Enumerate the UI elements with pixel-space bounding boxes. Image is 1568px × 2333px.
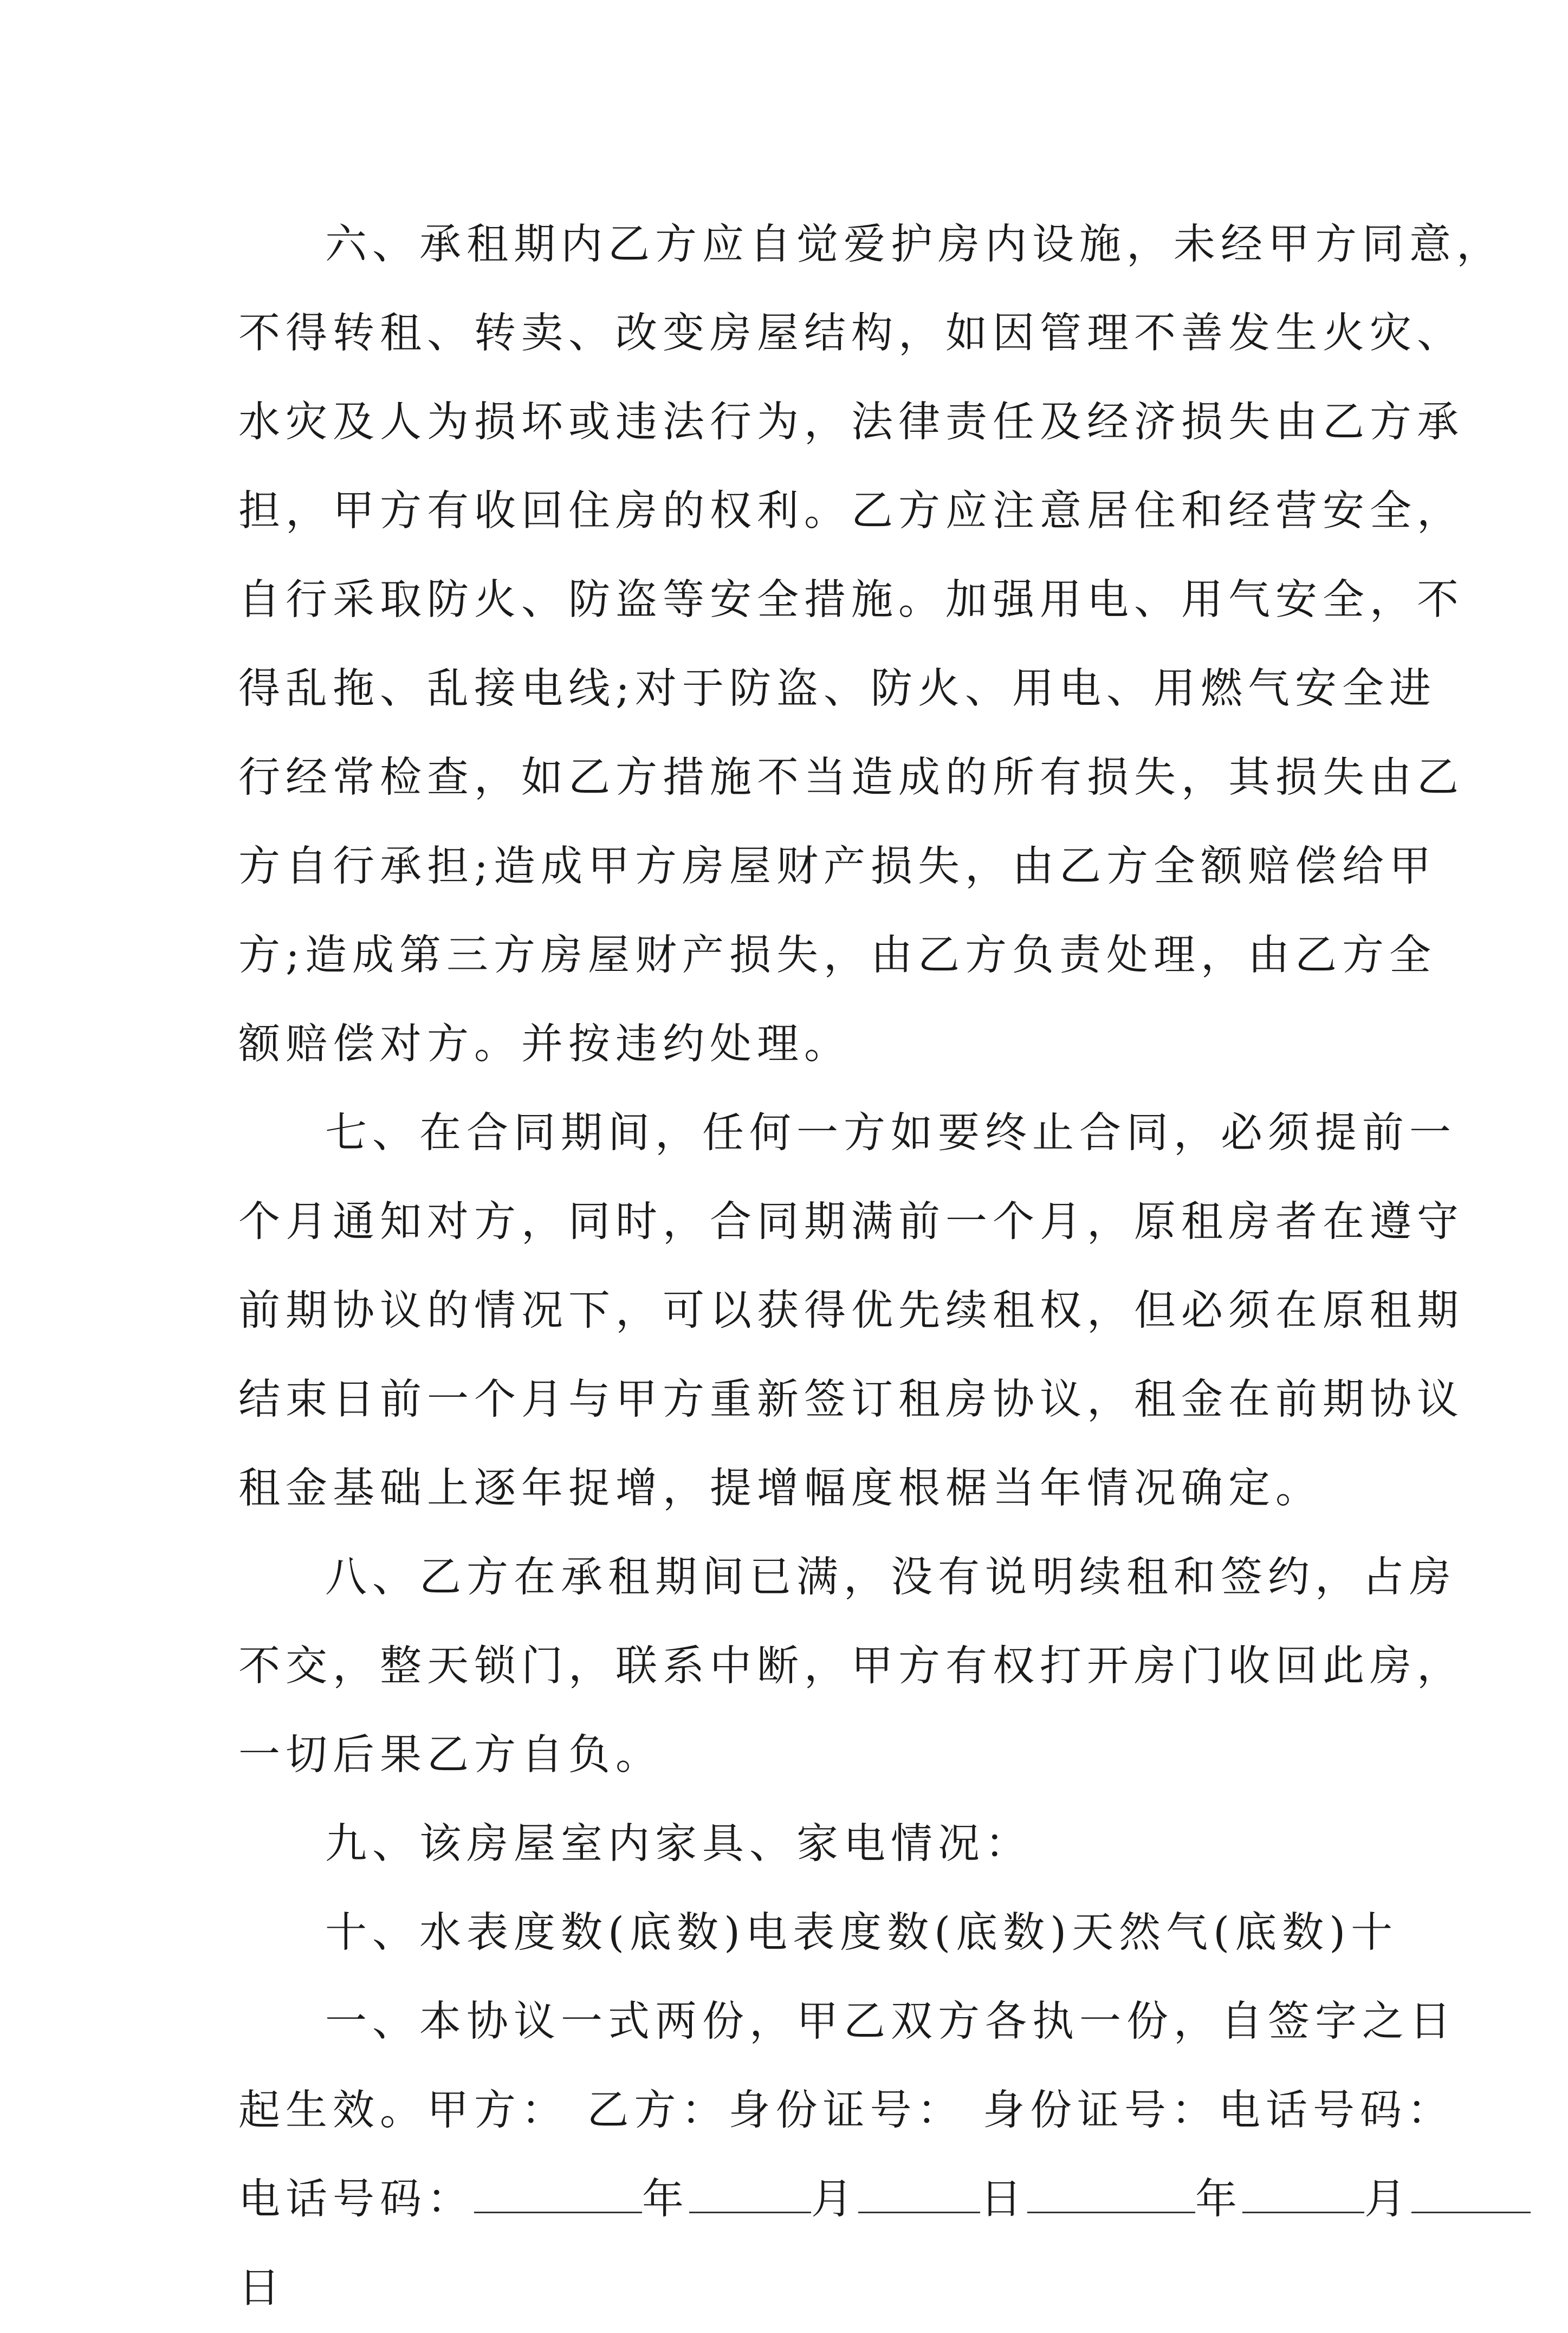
clause-6-line-2: 不得转租、转卖、改变房屋结构，如因管理不善发生火灾、 (238, 309, 1464, 358)
year-label-1: 年 (642, 2175, 689, 2224)
phone-label: 电话号码： (238, 2175, 474, 2224)
document-body (238, 200, 1504, 2333)
final-day-line: 日 (238, 2264, 286, 2312)
clause-7-line-5: 租金基础上逐年捉增，提增幅度根椐当年情况确定。 (238, 1464, 1323, 1513)
clause-6-line-5: 自行采取防火、防盗等安全措施。加强用电、用气安全，不 (238, 576, 1464, 624)
month-blank-1 (689, 2174, 811, 2213)
year-label-2: 年 (1195, 2175, 1242, 2224)
day-label-1: 日 (980, 2175, 1027, 2224)
clause-7-line-2: 个月通知对方，同时，合同期满前一个月，原租房者在遵守 (238, 1198, 1464, 1246)
clause-7-line-3: 前期协议的情况下，可以获得优先续租权，但必须在原租期 (238, 1287, 1464, 1335)
month-label-2: 月 (1364, 2175, 1411, 2224)
month-blank-2 (1242, 2174, 1364, 2213)
clause-6-line-1: 六、承租期内乙方应自觉爱护房内设施，未经甲方同意， (325, 221, 1504, 269)
clause-7-line-1: 七、在合同期间，任何一方如要终止合同，必须提前一 (325, 1109, 1456, 1157)
clause-6-line-3: 水灾及人为损坏或违法行为，法律责任及经济损失由乙方承 (238, 398, 1464, 446)
clause-6-line-8: 方自行承担;造成甲方房屋财产损失，由乙方全额赔偿给甲 (238, 843, 1436, 891)
clause-6-line-6: 得乱拖、乱接电线;对于防盗、防火、用电、用燃气安全进 (238, 665, 1436, 713)
month-label-1: 月 (811, 2175, 858, 2224)
clause-8-line-2: 不交，整天锁门，联系中断，甲方有权打开房门收回此房， (238, 1642, 1464, 1690)
clause-7-line-4: 结束日前一个月与甲方重新签订租房协议，租金在前期协议 (238, 1376, 1464, 1424)
clause-6-line-7: 行经常检查，如乙方措施不当造成的所有损失，其损失由乙 (238, 754, 1464, 802)
clause-10-line: 十、水表度数(底数)电表度数(底数)天然气(底数)十 (325, 1909, 1398, 1957)
clause-6-line-10: 额赔偿对方。并按违约处理。 (238, 1020, 851, 1068)
clause-6-line-4: 担，甲方有收回住房的权利。乙方应注意居住和经营安全， (238, 487, 1464, 535)
clause-9-line: 九、该房屋室内家具、家电情况： (325, 1820, 1032, 1868)
year-blank-1 (474, 2174, 642, 2213)
clause-6-line-9: 方;造成第三方房屋财产损失，由乙方负责处理，由乙方全 (238, 931, 1436, 980)
day-blank-2 (1411, 2174, 1531, 2213)
signature-date-line (238, 2155, 1411, 2244)
clause-8-line-3: 一切后果乙方自负。 (238, 1731, 663, 1779)
day-blank-1 (858, 2174, 980, 2213)
year-blank-2 (1027, 2174, 1195, 2213)
clause-11-line-1: 一、本协议一式两份，甲乙双方各执一份，自签字之日 (325, 1998, 1456, 2046)
clause-11-line-2: 起生效。甲方： 乙方：身份证号： 身份证号：电话号码： (238, 2086, 1454, 2135)
clause-8-line-1: 八、乙方在承租期间已满，没有说明续租和签约，占房 (325, 1553, 1456, 1602)
